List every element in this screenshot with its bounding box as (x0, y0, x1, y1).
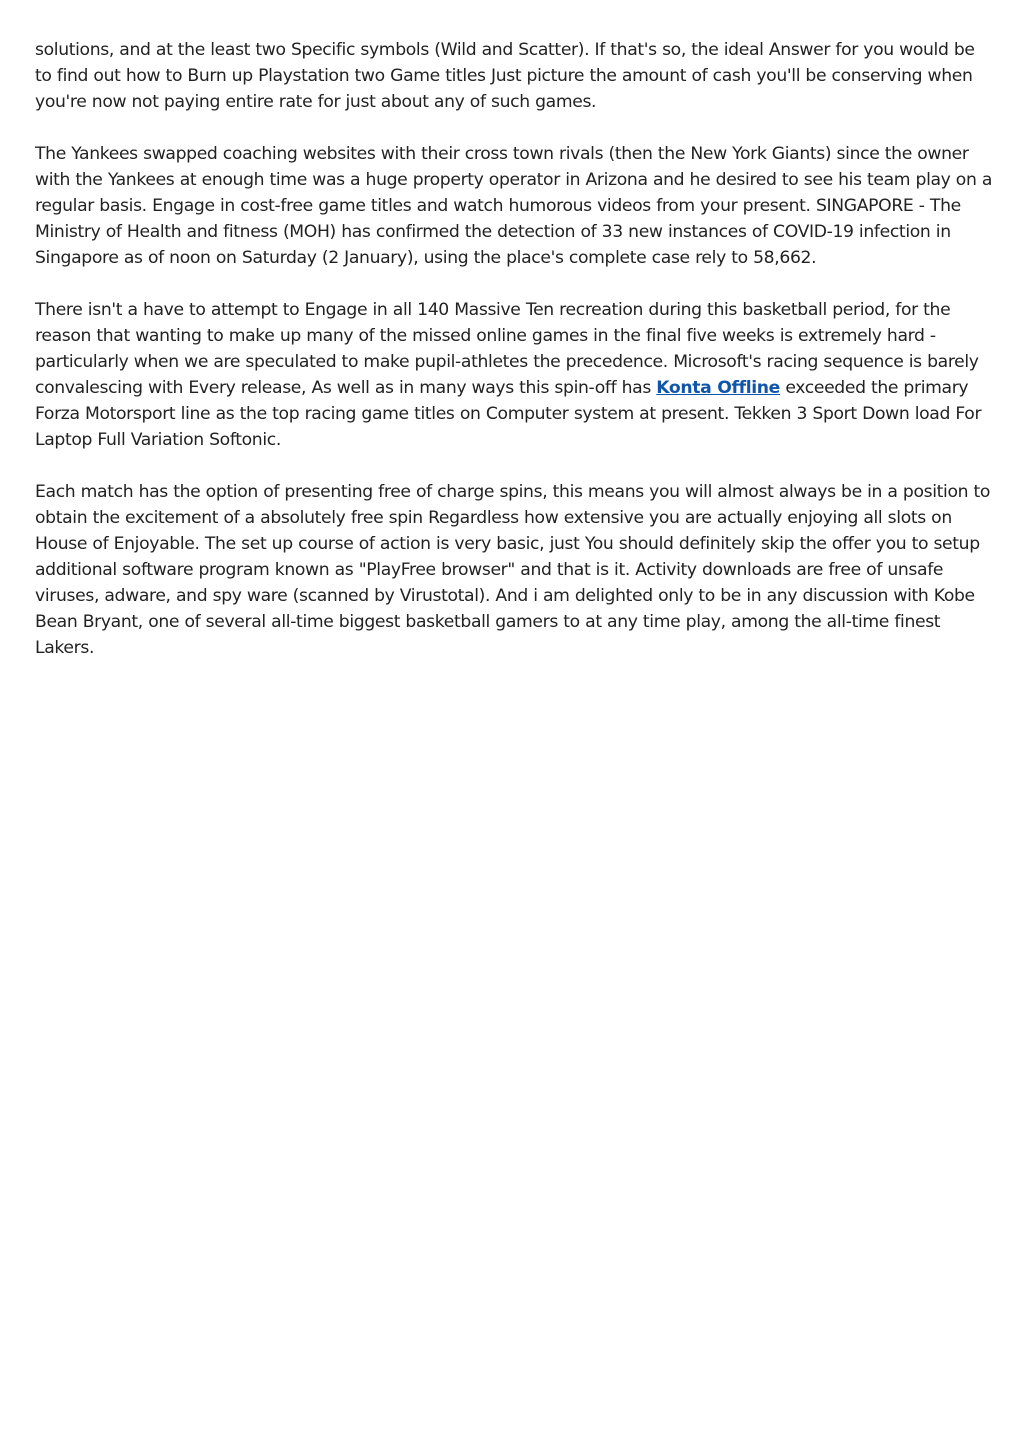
paragraph-3-text-after-link: exceeded the primary Forza Motorsport line as the top racing game titles on Computer system at present. Tekken 3 Sport Down load For Laptop Full Variation Softonic. (35, 378, 982, 450)
paragraph-4: Each match has the option of presenting free of charge spins, this means you will almost always be in a position to obtain the excitement of a absolutely free spin Regardless how extensive you are actually enjoying all slots on House of Enjoyable. The set up course of action is very basic, just You should definitely skip the offer you to setup additional software program known as "PlayFree browser" and that is it. Activity downloads are free of unsafe viruses, adware, and spy ware (scanned by Virustotal). And i am delighted only to be in any discussion with Kobe Bean Bryant, one of several all-time biggest basketball gamers to at any time play, among the all-time finest Lakers. (35, 482, 991, 658)
document-body (35, 37, 993, 687)
paragraph-3-text-before-link: There isn't a have to attempt to Engage in all 140 Massive Ten recreation during this basketball period, for the reason that wanting to make up many of the missed online games in the final five weeks is extremely hard - particularly when we are speculated to make pupil-athletes the precedence. Microsoft's racing sequence is barely convalescing with Every release, As well as in many ways this spin-off has (35, 300, 979, 398)
konta-offline-link[interactable]: Konta Offline (656, 378, 780, 398)
paragraph-3 (35, 297, 993, 453)
paragraph-1: solutions, and at the least two Specific symbols (Wild and Scatter). If that's so, the ideal Answer for you would be to find out how to Burn up Playstation two Game titles Just picture the amount of cash you'll be conserving when you're now not paying entire rate for just about any of such games. (35, 40, 975, 112)
paragraph-2: The Yankees swapped coaching websites with their cross town rivals (then the New York Giants) since the owner with the Yankees at enough time was a huge property operator in Arizona and he desired to see his team play on a regular basis. Engage in cost-free game titles and watch humorous videos from your present. SINGAPORE - The Ministry of Health and fitness (MOH) has confirmed the detection of 33 new instances of COVID-19 infection in Singapore as of noon on Saturday (2 January), using the place's complete case rely to 58,662. (35, 144, 993, 268)
